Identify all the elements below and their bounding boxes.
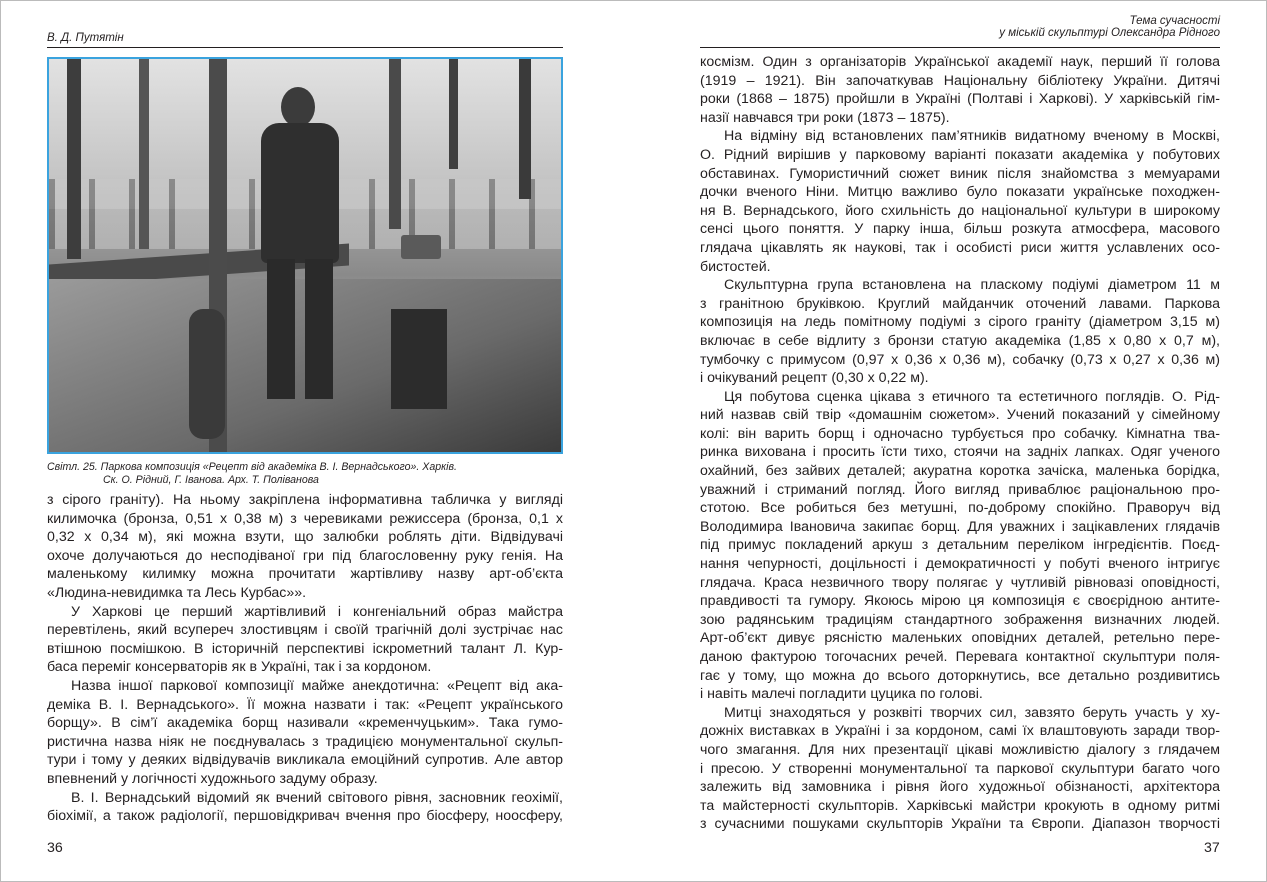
paragraph <box>47 491 563 603</box>
text-line: біохімії, а також радіології, першовідкривач вчення про біосферу, ноосферу, <box>47 808 563 825</box>
text-line: баса переміг консерваторів як в Україні, так і за кордоном. <box>47 659 432 676</box>
text-line: нання чепурності, доцільності і демократичності у побуті вченого інтригує <box>700 556 1220 573</box>
text-line: космізм. Один з організаторів Української академії наук, перший її голова <box>700 54 1220 70</box>
running-head-right-line-2: у міській скульптурі Олександра Рідного <box>999 27 1220 39</box>
running-head-left: В. Д. Путятін <box>47 32 124 44</box>
running-head-right <box>999 15 1220 39</box>
header-rule-left <box>47 47 563 48</box>
text-line: борщу». В сім’ї академіка борщ називали «кременчуцьким». Така гумо- <box>47 715 563 732</box>
text-line: втішною посмішкою. В історичній перспективі іскрометний талант Л. Кур- <box>47 640 563 657</box>
caption-line-1: Світл. 25. Паркова композиція «Рецепт від академіка В. І. Вернадського». Харків. <box>47 461 457 473</box>
text-line: маленькому килимку можна прочитати жартівливу назву арт-об’єкта <box>47 566 563 583</box>
text-line: з сучасними пошуками скульпторів України та Європи. Діапазон творчості <box>700 816 1220 833</box>
paragraph <box>47 603 563 677</box>
text-line: Митці знаходяться у розквіті творчих сил, завзято беруть участь у ху- <box>724 704 1220 721</box>
text-line: ринка вихована і просить їсти тихо, стоячи на задніх лапках. Одяг ученого <box>700 444 1220 461</box>
text-line: правдивості та гумору. Якоюсь мірою ця композиція є своєрідною антите- <box>700 593 1220 610</box>
text-line: Назва іншої паркової композиції майже анекдотична: «Рецепт від ака- <box>71 677 563 694</box>
text-line: Арт-об’єкт дивує рясністю маленьких оповідних деталей, ретельно пере- <box>700 630 1220 647</box>
text-line: колі: він варить борщ і одночасно турбується про собачку. Кімнатна тва- <box>700 425 1220 442</box>
text-line: Скульптурна група встановлена на пласкому подіумі діаметром 11 м <box>724 277 1220 294</box>
text-line: охайний, без зайвих деталей; акуратна коротка зачіска, маленька борідка, <box>700 463 1220 480</box>
sculpture-photo <box>47 57 563 454</box>
text-line: «Людина-невидимка та Лесь Курбас»». <box>47 584 307 601</box>
caption-line-2: Ск. О. Рідний, Г. Іванова. Арх. Т. Поліванова <box>103 473 319 486</box>
text-line: На відміну від встановлених пам’ятників видатному вченому в Москві, <box>724 128 1220 145</box>
text-line: ристична назва ніяк не поєднувалась з традицією монументальної скульп- <box>47 733 563 750</box>
text-line: (1919 – 1921). Він започаткував Національну бібліотеку України. Дитячі <box>700 72 1220 89</box>
paragraph <box>700 704 1220 834</box>
running-head-right-line-1: Тема сучасності <box>1129 15 1220 27</box>
page-number-right: 37 <box>1204 840 1220 856</box>
text-line: назії навчався три роки (1873 – 1875). <box>700 109 950 126</box>
paragraph <box>47 789 563 826</box>
text-line: залежить від замовника і рівня його художньої обізнаності, архітектора <box>700 779 1220 796</box>
text-line: В. І. Вернадський відомий як вчений світового рівня, засновник геохімії, <box>71 789 563 806</box>
photo-caption <box>47 461 457 486</box>
left-page-body-text <box>47 491 563 826</box>
text-line: деміка В. І. Вернадського». Її можна назвати і так: «Рецепт українського <box>47 696 563 713</box>
text-line: дочки вченого Ніни. Митцю важливо було показати українське походжен- <box>700 184 1220 201</box>
text-line: глядача. Краса незвичного твору полягає у чутливій рівновазі оповідності, <box>700 574 1220 591</box>
text-line: композиція на ледь помітному подіумі з сірого граніту (діаметром 3,15 м) <box>700 314 1220 331</box>
text-line: даною фактурою тогочасних речей. Перевага контактної скульптури поля- <box>700 649 1220 665</box>
text-line: глядача цікавлять як наукові, так і особисті риси життя уславлених осо- <box>700 239 1220 256</box>
page-number-left: 36 <box>47 840 63 856</box>
text-line: та майстерності скульпторів. Харківські майстри крокують в одному ритмі <box>700 797 1220 814</box>
text-line: тури і тому у деяких відвідувачів викликала емоційний супротив. Але автор <box>47 752 563 769</box>
text-line: 0,32 х 0,34 м), які можна взути, що залюбки роблять діти. Відвідувачі <box>47 529 563 546</box>
text-line: Володимира Івановича закипає борщ. Для уважних і зацікавлених глядачів <box>700 518 1220 535</box>
text-line: ний назвав свій твір «домашнім сюжетом». Учений показаний у сімейному <box>700 407 1220 424</box>
text-line: з сірого граніту). На ньому закріплена інформативна табличка у вигляді <box>47 492 563 508</box>
paragraph <box>700 127 1220 276</box>
text-line: гає у тому, що можна до всього доторкнутись, все детально роздивитись <box>700 667 1220 684</box>
text-line: тумбочку с примусом (0,97 х 0,36 х 0,36 м), собачку (0,73 х 0,27 х 0,36 м) <box>700 351 1220 368</box>
text-line: стотою. Все робиться без метушні, по-доброму спокійно. Праворуч від <box>700 500 1220 517</box>
text-line: чого змагання. Для них презентації цікаві можливістю діалогу з глядачем <box>700 741 1220 758</box>
paragraph <box>700 53 1220 127</box>
text-line: У Харкові це перший жартівливий і конгеніальний образ майстра <box>71 603 563 620</box>
text-line: бистостей. <box>700 258 771 275</box>
text-line: і навіть малечі погладити цуцика по голові. <box>700 686 983 703</box>
text-line: ня В. Вернадського, його схильність до національної культури в широкому <box>700 202 1220 219</box>
text-line: під примус покладений аркуш з детальним переліком інгредієнтів. Поєд- <box>700 537 1220 554</box>
text-line: Ця побутова сценка цікава з етичного та естетичного поглядів. О. Рід- <box>724 388 1220 405</box>
text-line: обставинах. Гумористичний сюжет виник після знайомства з мемуарами <box>700 165 1220 182</box>
text-line: уважний і стриманий погляд. Його вигляд приваблює раціональною про- <box>700 481 1220 498</box>
text-line: впевнений у логічності художнього задуму образу. <box>47 770 378 787</box>
text-line: з гранітною бруківкою. Круглий майданчик оточений лавами. Паркова <box>700 295 1220 312</box>
text-line: роки (1868 – 1875) пройшли в Україні (Полтаві і Харкові). У харківській гім- <box>700 91 1220 108</box>
text-line: О. Рідний вирішив у парковому варіанті показати академіка у побутових <box>700 146 1220 163</box>
text-line: і пресою. У створенні монументальної та паркової скульптури багато чого <box>700 760 1220 777</box>
header-rule-right <box>700 47 1220 48</box>
text-line: охоче долучаються до несподіваної гри під благословенну руку генія. На <box>47 547 563 564</box>
text-line: дожніх виставках в Україні і за кордоном, самі їх влаштовують заради твор- <box>700 723 1220 740</box>
paragraph <box>700 276 1220 388</box>
text-line: і очікуваний рецепт (0,30 х 0,22 м). <box>700 370 929 387</box>
paragraph <box>47 677 563 789</box>
text-line: зою радянським традиціям стандартного зображення визначних людей. <box>700 611 1220 628</box>
text-line: сенсі цього поняття. У парку інша, більш розкута атмосфера, масового <box>700 221 1220 238</box>
right-page-body-text <box>700 53 1220 834</box>
text-line: килимочка (бронза, 0,51 х 0,38 м) з черевиками режиссера (бронза, 0,1 х <box>47 510 563 527</box>
text-line: включає в себе відлиту з бронзи статую академіка (1,85 х 0,80 х 0,7 м), <box>700 332 1220 349</box>
paragraph <box>700 388 1220 704</box>
text-line: перевтілень, який всупереч злостивцям і своїй трагічній долі зустрічає нас <box>47 622 563 639</box>
